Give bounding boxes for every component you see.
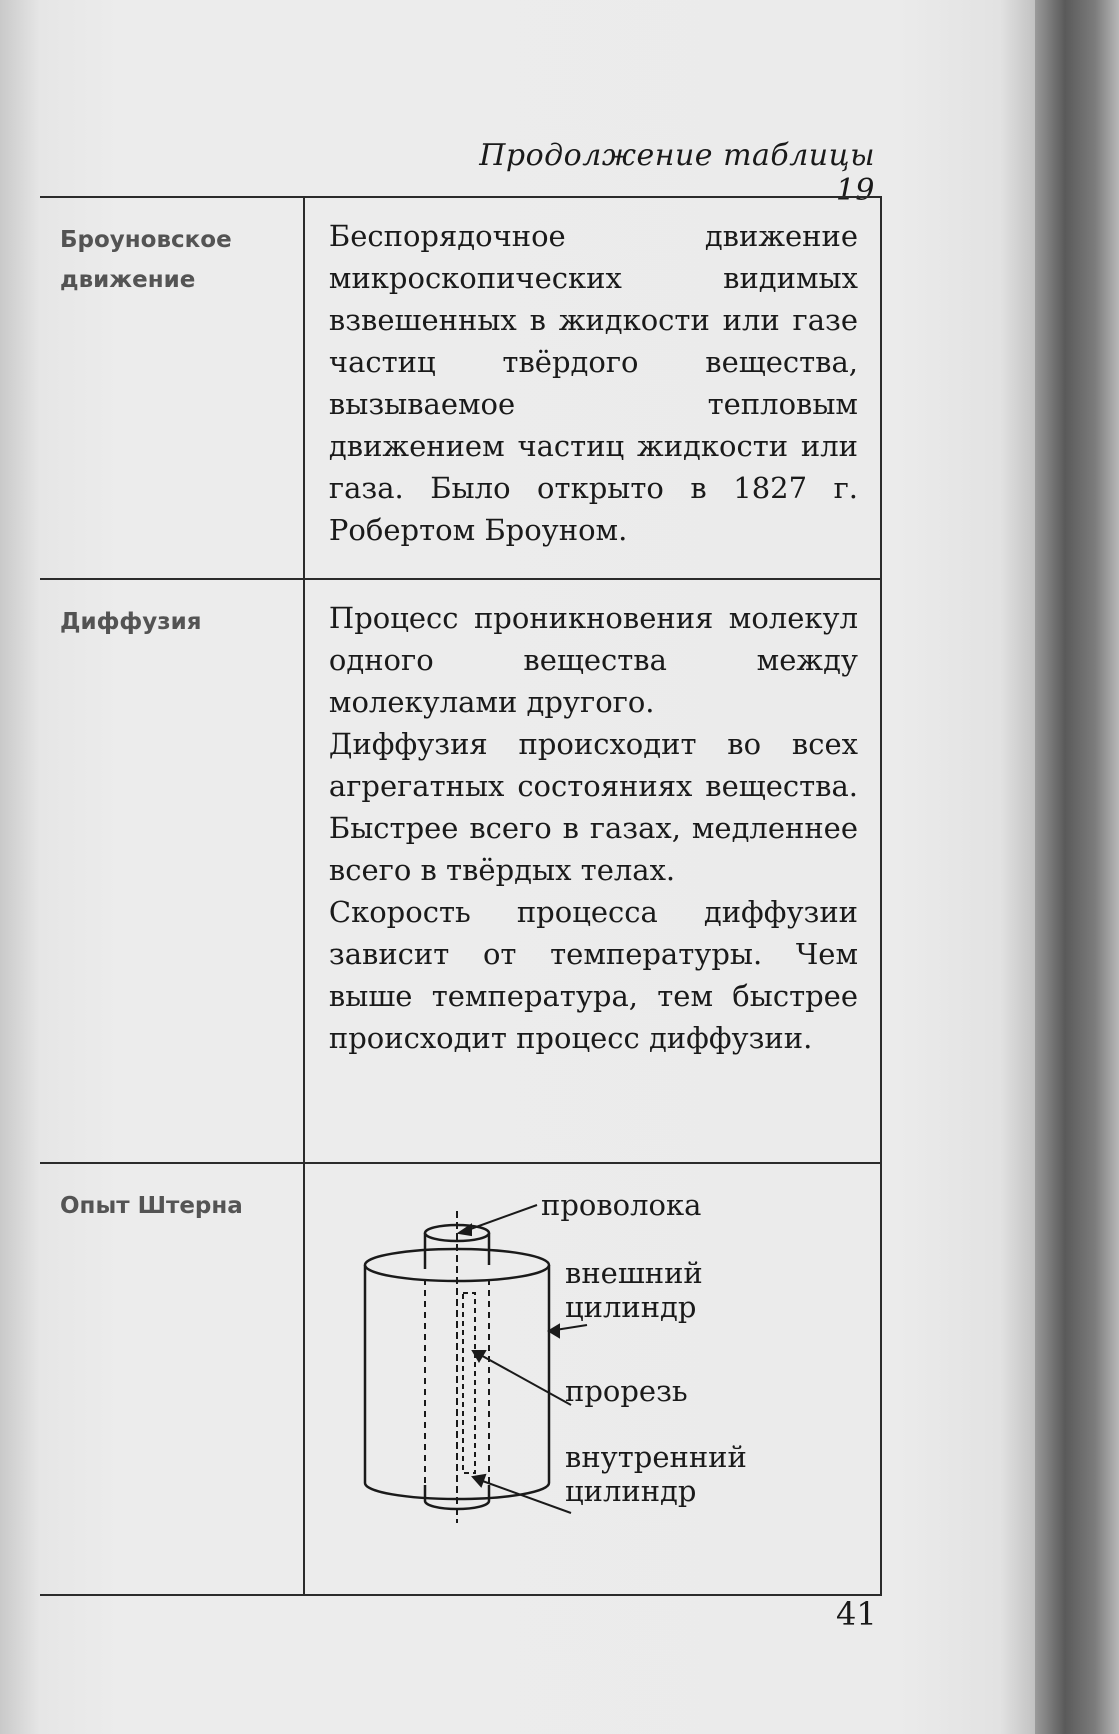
definition-cell xyxy=(304,1163,881,1595)
term-cell xyxy=(40,1163,304,1595)
term-cell xyxy=(40,579,304,1163)
label-outer-cylinder-1: внешний xyxy=(564,1256,703,1290)
table-row xyxy=(40,1163,881,1595)
label-inner-cylinder-1: внутренний xyxy=(564,1440,747,1474)
table-row xyxy=(40,197,881,579)
table-continuation-header: Продолжение таблицы 19 xyxy=(479,138,875,208)
definition-diffusion xyxy=(329,597,858,1059)
definition-paragraph: Процесс проникновения молекул одного вещества между молекулами другого. xyxy=(328,601,858,719)
label-wire: проволока xyxy=(540,1188,702,1222)
definition-cell xyxy=(304,197,881,579)
term-diffusion: Диффузия xyxy=(60,609,202,635)
definitions-table xyxy=(40,196,882,1596)
definition-paragraph: Беспорядочное движение микроскопических видимых взвешенных в жидкости или газе частиц твёрдого вещества, вызываемое тепловым движением частиц жидкости или газа. Было открыто в 1827 г. Робертом Броуном. xyxy=(328,219,858,547)
book-gutter-shadow xyxy=(1035,0,1119,1734)
definition-brownian-motion xyxy=(329,215,858,551)
label-outer-cylinder-2: цилиндр xyxy=(564,1290,697,1324)
stern-experiment-diagram xyxy=(325,1183,845,1523)
table-row xyxy=(40,579,881,1163)
definition-cell xyxy=(304,579,881,1163)
term-brownian-motion: Броуновское движение xyxy=(60,227,232,293)
label-slit: прорезь xyxy=(564,1374,688,1408)
term-stern-experiment: Опыт Штерна xyxy=(60,1193,243,1219)
slit xyxy=(463,1293,475,1473)
definition-paragraph: Диффузия происходит во всех агрегатных состояниях вещества. Быстрее всего в газах, медленнее всего в твёрдых телах. xyxy=(328,727,858,887)
page-number: 41 xyxy=(836,1595,877,1633)
term-cell xyxy=(40,197,304,579)
outer-cylinder-top xyxy=(365,1249,549,1281)
label-inner-cylinder-2: цилиндр xyxy=(564,1474,697,1508)
definition-paragraph: Скорость процесса диффузии зависит от температуры. Чем выше температура, тем быстрее происходит процесс диффузии. xyxy=(328,895,858,1055)
